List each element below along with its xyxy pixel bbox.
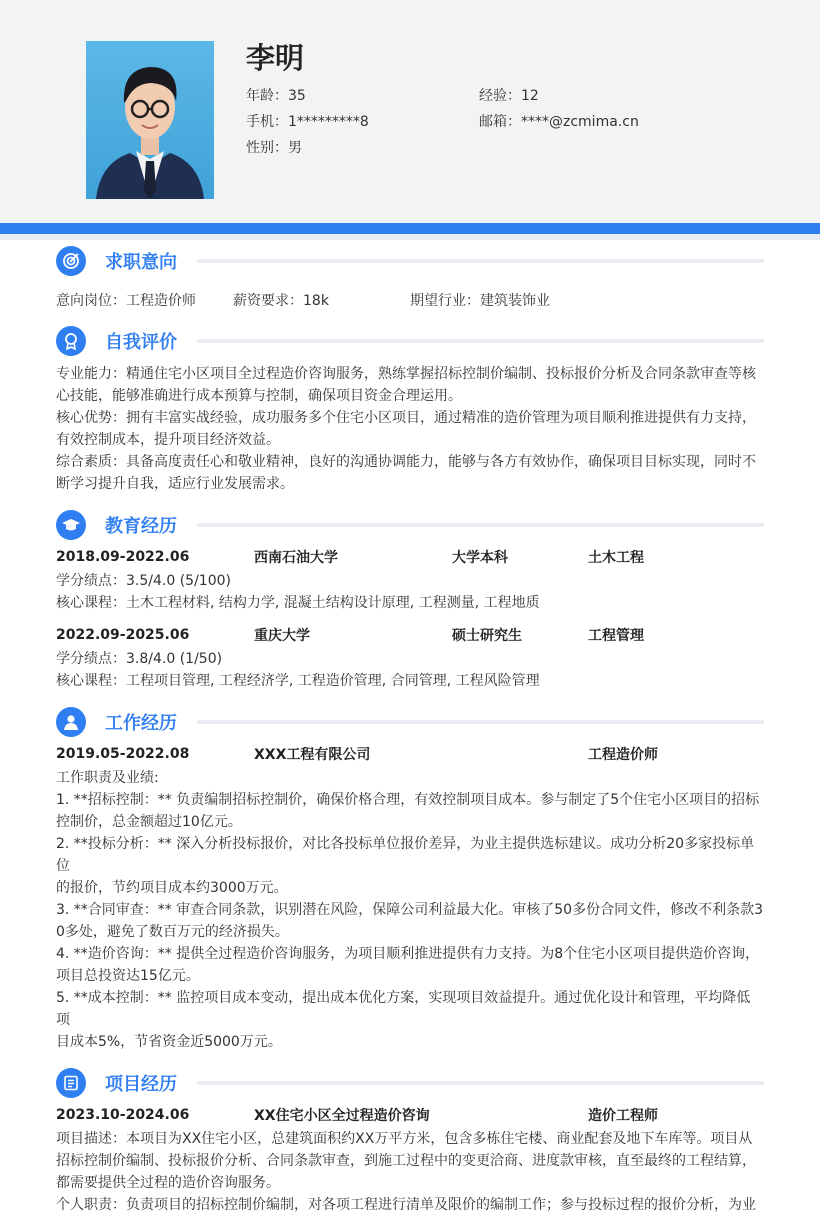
medal-icon <box>56 326 86 356</box>
education-degree: 大学本科 <box>452 550 508 566</box>
section-education-header <box>56 504 764 546</box>
graduation-cap-icon <box>56 510 86 540</box>
portrait-illustration <box>86 41 214 199</box>
work-line: 目成本5%，节省资金近5000万元。 <box>56 1034 282 1050</box>
project-line: 个人职责：负责项目的招标控制价编制，对各项工程进行清单及限价的编制工作；参与投标过程的报价分析，为业 <box>56 1197 756 1213</box>
education-row <box>56 624 764 646</box>
project-description <box>56 1128 764 1216</box>
age-label: 年龄： <box>246 88 288 104</box>
education-major: 土木工程 <box>588 550 644 566</box>
section-self-eval-header <box>56 320 764 362</box>
section-divider <box>197 523 764 527</box>
work-period: 2019.05-2022.08 <box>56 746 190 762</box>
self-eval-line: 心技能，能够准确进行成本预算与控制，确保项目资金合理运用。 <box>56 388 462 404</box>
work-description <box>56 767 764 1053</box>
education-period: 2022.09-2025.06 <box>56 627 190 643</box>
gender-value: 男 <box>288 140 302 156</box>
email-label: 邮箱： <box>479 114 521 130</box>
project-period: 2023.10-2024.06 <box>56 1107 190 1123</box>
self-eval-line: 核心优势：拥有丰富实战经验，成功服务多个住宅小区项目，通过精准的造价管理为项目顺利推进提供有力支持， <box>56 410 756 426</box>
phone-label: 手机： <box>246 114 288 130</box>
work-line: 控制价，总金额超过10亿元。 <box>56 814 242 830</box>
gender-label: 性别： <box>246 140 288 156</box>
phone-value: 1*********8 <box>288 114 369 130</box>
education-item <box>56 624 764 692</box>
section-education-title: 教育经历 <box>105 516 177 537</box>
education-gpa: 学分绩点：3.8/4.0 (1/50) <box>56 651 223 667</box>
section-divider <box>197 1081 764 1085</box>
email-value: ****@zcmima.cn <box>521 114 639 130</box>
intent-salary: 薪资要求：18k <box>233 293 329 309</box>
candidate-name: 李明 <box>246 41 305 75</box>
intent-industry: 期望行业：建筑装饰业 <box>410 293 550 309</box>
work-line: 工作职责及业绩: <box>56 770 159 786</box>
education-courses: 核心课程：土木工程材料, 结构力学, 混凝土结构设计原理, 工程测量, 工程地质 <box>56 595 540 611</box>
email-field <box>479 111 639 131</box>
list-icon <box>56 1068 86 1098</box>
self-eval-line: 有效控制成本，提升项目经济效益。 <box>56 432 280 448</box>
education-degree: 硕士研究生 <box>452 628 522 644</box>
education-major: 工程管理 <box>588 628 644 644</box>
experience-field <box>479 85 539 105</box>
work-line: 项目总投资达15亿元。 <box>56 968 200 984</box>
project-role: 造价工程师 <box>588 1108 658 1124</box>
work-line: 1. **招标控制：** 负责编制招标控制价，确保价格合理，有效控制项目成本。参与制定了5个住宅小区项目的招标 <box>56 792 760 808</box>
work-line: 5. **成本控制：** 监控项目成本变动，提出成本优化方案，实现项目效益提升。通过优化设计和管理，平均降低项 <box>56 990 751 1028</box>
profile-header <box>0 0 820 223</box>
work-company: XXX工程有限公司 <box>254 747 371 763</box>
person-icon <box>56 707 86 737</box>
section-intent-title: 求职意向 <box>105 252 177 273</box>
section-work-title: 工作经历 <box>105 713 177 734</box>
self-eval-line: 综合素质：具备高度责任心和敬业精神，良好的沟通协调能力，能够与各方有效协作，确保项目目标实现，同时不 <box>56 454 756 470</box>
age-value: 35 <box>288 88 306 104</box>
header-accent-bar <box>0 223 820 234</box>
work-line: 0多处，避免了数百万元的经济损失。 <box>56 924 289 940</box>
section-project-title: 项目经历 <box>105 1074 177 1095</box>
avatar <box>86 41 214 199</box>
education-courses: 核心课程：工程项目管理, 工程经济学, 工程造价管理, 合同管理, 工程风险管理 <box>56 673 540 689</box>
intent-row <box>56 289 764 311</box>
resume-body <box>0 240 820 1216</box>
education-period: 2018.09-2022.06 <box>56 549 190 565</box>
experience-label: 经验： <box>479 88 521 104</box>
target-icon <box>56 246 86 276</box>
section-work-header <box>56 701 764 743</box>
age-field <box>246 85 306 105</box>
work-row <box>56 743 764 765</box>
experience-value: 12 <box>521 88 539 104</box>
phone-field <box>246 111 369 131</box>
self-eval-line: 专业能力：精通住宅小区项目全过程造价咨询服务，熟练掌握招标控制价编制、投标报价分析及合同条款审查等核 <box>56 366 756 382</box>
education-school: 重庆大学 <box>254 628 310 644</box>
section-project-header <box>56 1062 764 1104</box>
section-divider <box>197 720 764 724</box>
section-intent-header <box>56 240 764 282</box>
work-line: 4. **造价咨询：** 提供全过程造价咨询服务，为项目顺利推进提供有力支持。为8个住宅小区项目提供造价咨询， <box>56 946 760 962</box>
work-role: 工程造价师 <box>588 747 658 763</box>
intent-position: 意向岗位：工程造价师 <box>56 293 196 309</box>
section-divider <box>197 339 764 343</box>
project-name: XX住宅小区全过程造价咨询 <box>254 1108 430 1124</box>
project-line: 项目描述：本项目为XX住宅小区，总建筑面积约XX万平方米，包含多栋住宅楼、商业配套及地下车库等。项目从 <box>56 1131 753 1147</box>
work-line: 2. **投标分析：** 深入分析投标报价，对比各投标单位报价差异，为业主提供选标建议。成功分析20多家投标单位 <box>56 836 755 874</box>
education-school: 西南石油大学 <box>254 550 338 566</box>
project-line: 招标控制价编制、投标报价分析、合同条款审查，到施工过程中的变更洽商、进度款审核，直至最终的工程结算， <box>56 1153 756 1169</box>
self-eval-text <box>56 363 764 495</box>
self-eval-line: 断学习提升自我，适应行业发展需求。 <box>56 476 294 492</box>
education-item <box>56 546 764 614</box>
education-gpa: 学分绩点：3.5/4.0 (5/100) <box>56 573 231 589</box>
project-row <box>56 1104 764 1126</box>
gender-field <box>246 137 302 157</box>
section-divider <box>197 259 764 263</box>
work-line: 的报价，节约项目成本约3000万元。 <box>56 880 288 896</box>
section-self-eval-title: 自我评价 <box>105 332 177 353</box>
education-row <box>56 546 764 568</box>
work-line: 3. **合同审查：** 审查合同条款，识别潜在风险，保障公司利益最大化。审核了50多份合同文件，修改不利条款3 <box>56 902 763 918</box>
project-line: 都需要提供全过程的造价咨询服务。 <box>56 1175 280 1191</box>
